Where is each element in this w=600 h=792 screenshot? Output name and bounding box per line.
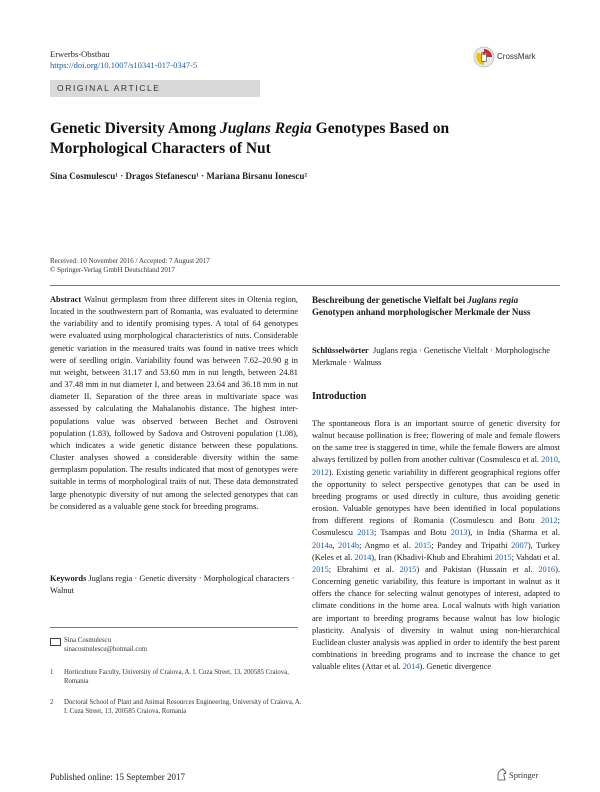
intro-text: , xyxy=(557,455,560,465)
intro-text: , xyxy=(332,540,339,550)
abstract-text: Walnut germplasm from three different sites in Oltenia region, located in the southwestern part of Romania, was evaluated to determine the variability and to identify promising types. A total of 64 genotypes were evaluated using morphological characteristics of nuts. Considerable genetic variation in the measured traits was found in native trees which were of seedling origin. Variability found was between 7.62–20.90 g in nut weight, between 31.17 and 53.60 mm in nut length, between 24.81 and 37.48 mm in nut diameter I, and between 23.64 and 36.18 mm in nut diameter II. Separation of the three areas in multivariate space was assessed by calculating the Mahalanobis distance. The highest inter-populations value was observed between Bechet and Ostroveni population (1.83), followed by Sadova and Ostroveni population (1.08), which indicates a wide genetic distance between these populations. Cluster analyses showed a considerable diversity within the same germplasm population. The results indicated that most of genotypes were suitable in terms of morphological traits of nut. These data demonstrated large phenotypic diversity of nut among the selected genotypes that can be considered as a valuable gene stock for breeding programs. xyxy=(50,295,299,511)
citation-link[interactable]: 2015 xyxy=(312,564,329,574)
german-title-part-1: Beschreibung der genetische Vielfalt bei xyxy=(312,295,468,305)
received-dates: Received: 10 November 2016 / Accepted: 7 August 2017 xyxy=(50,257,210,265)
header-divider xyxy=(50,285,560,286)
keywords-text: Juglans regia · Genetic diversity · Morphological characters · Walnut xyxy=(50,574,295,596)
doi-link[interactable]: https://doi.org/10.1007/s10341-017-0347-5 xyxy=(50,60,198,70)
affiliation-text: Horticulture Faculty, University of Craiova, A. I. Cuza Street, 13, 200585 Craiova, Romania xyxy=(64,669,289,685)
citation-link[interactable]: 2012 xyxy=(312,467,329,477)
citation-link[interactable]: 2007 xyxy=(511,540,528,550)
intro-text: ) and Pakistan (Hussain et al. xyxy=(416,564,539,574)
keywords-section xyxy=(50,573,298,597)
citation-link[interactable]: 2015 xyxy=(399,564,417,574)
citation-link[interactable]: 2015 xyxy=(494,552,512,562)
intro-text: ). Existing genetic variability in different geographical regions offer the opportunity to select perspective genotypes that can be used in breeding programs or used directly in culture, thus avoiding genetic erosion. Valuable genotypes have been identified in local populations from different regions of Romania (Cosmulescu and Botu xyxy=(312,467,560,526)
citation-link[interactable]: 2015 xyxy=(414,540,432,550)
crossmark-icon xyxy=(473,46,495,68)
correspondence-email[interactable]: sinacosmulescu@hotmail.com xyxy=(64,646,148,653)
affiliation-number: 2 xyxy=(50,699,54,706)
keywords-label: Keywords xyxy=(50,574,87,583)
citation-link[interactable]: 2013 xyxy=(357,528,374,538)
crossmark-label: CrossMark xyxy=(497,52,536,61)
intro-text: ), Iran (Khadivi-Khub and Ebrahimi xyxy=(371,552,495,562)
german-keywords-label: Schlüsselwörter xyxy=(312,346,369,355)
intro-text: ; Vahdati et al. xyxy=(511,552,560,562)
introduction-heading: Introduction xyxy=(312,391,367,402)
author-list: Sina Cosmulescu¹ · Dragos Stefanescu¹ · Mariana Birsanu Ionescu² xyxy=(50,171,308,181)
intro-text: ). Genetic divergence xyxy=(419,662,492,672)
intro-text: ; Angmo et al. xyxy=(359,540,415,550)
springer-label: Springer xyxy=(509,770,539,780)
article-title xyxy=(50,119,510,159)
published-date: Published online: 15 September 2017 xyxy=(50,772,185,782)
abstract-label: Abstract xyxy=(50,295,82,304)
citation-link[interactable]: 2014b xyxy=(338,540,360,550)
affiliation-number: 1 xyxy=(50,669,54,676)
envelope-icon xyxy=(50,638,61,646)
german-title-part-2: Juglans regia xyxy=(467,295,519,305)
citation-link[interactable]: 2012 xyxy=(540,516,558,526)
intro-text: ), in India (Sharma et al. xyxy=(467,528,560,538)
german-title xyxy=(312,294,560,318)
title-part-3: Genotypes Based on Morphological Characters of Nut xyxy=(50,120,450,157)
springer-horse-icon xyxy=(496,768,507,781)
springer-logo xyxy=(496,768,566,784)
introduction-body xyxy=(312,418,560,673)
intro-text: ; Ebrahimi et al. xyxy=(328,564,400,574)
intro-text: ; Tsampas and Botu xyxy=(373,528,451,538)
crossmark-badge[interactable] xyxy=(473,46,553,70)
german-keywords-text: Juglans regia · Genetische Vielfalt · Morphologische Merkmale · Walnuss xyxy=(312,346,550,368)
article-type: ORIGINAL ARTICLE xyxy=(57,83,161,93)
affiliation-text: Doctoral School of Plant and Animal Resources Engineering, University of Craiova, A. I. Cuza Street, 13, 200585 Craiova, Romania xyxy=(64,699,302,715)
intro-text: ; Cosmulescu xyxy=(312,516,560,538)
german-keywords xyxy=(312,345,560,369)
citation-link[interactable]: 2016 xyxy=(538,564,556,574)
german-title-part-3: Genotypen anhand morphologischer Merkmale der Nuss xyxy=(312,307,531,318)
correspondence-name: Sina Cosmulescu xyxy=(64,637,112,644)
title-part-1: Genetic Diversity Among xyxy=(50,120,221,137)
footnote-divider xyxy=(50,627,298,628)
intro-text: ). Concerning genetic variability, this feature is important in walnut as it offers the chance for selecting walnut genotypes of interest, adapted to climate conditions in the home area. Local walnuts with high variation are important to breeding programs because walnut has low biologic plasticity. Analysis of diversity in walnut using non-hierarchical Euclidean cluster analysis was applied in order to identify the best parent combinations in breeding programs and to increase the chance to get valuable elites (Attar et al. xyxy=(312,564,560,672)
citation-link[interactable]: 2014 xyxy=(402,662,420,672)
title-part-2: Juglans Regia xyxy=(220,120,312,137)
citation-link[interactable]: 2014a xyxy=(312,540,333,550)
citation-link[interactable]: 2013 xyxy=(450,528,468,538)
abstract-section xyxy=(50,294,298,513)
intro-text: ), Turkey (Keles et al. xyxy=(312,540,561,562)
journal-name: Erwerbs-Obstbau xyxy=(50,49,110,59)
received-info xyxy=(50,257,210,275)
citation-link[interactable]: 2014 xyxy=(354,552,372,562)
intro-text: The spontaneous flora is an important source of genetic diversity for walnut because pollination is free; flowering of male and female flowers on the same tree is staggered in time, while the female flowers are almost always fertilized by pollen from another cultivar (Cosmulescu et al. xyxy=(312,419,560,465)
copyright-line: © Springer-Verlag GmbH Deutschland 2017 xyxy=(50,266,175,274)
citation-link[interactable]: 2010 xyxy=(541,455,558,465)
intro-text: ; Pandey and Tripathi xyxy=(431,540,512,550)
